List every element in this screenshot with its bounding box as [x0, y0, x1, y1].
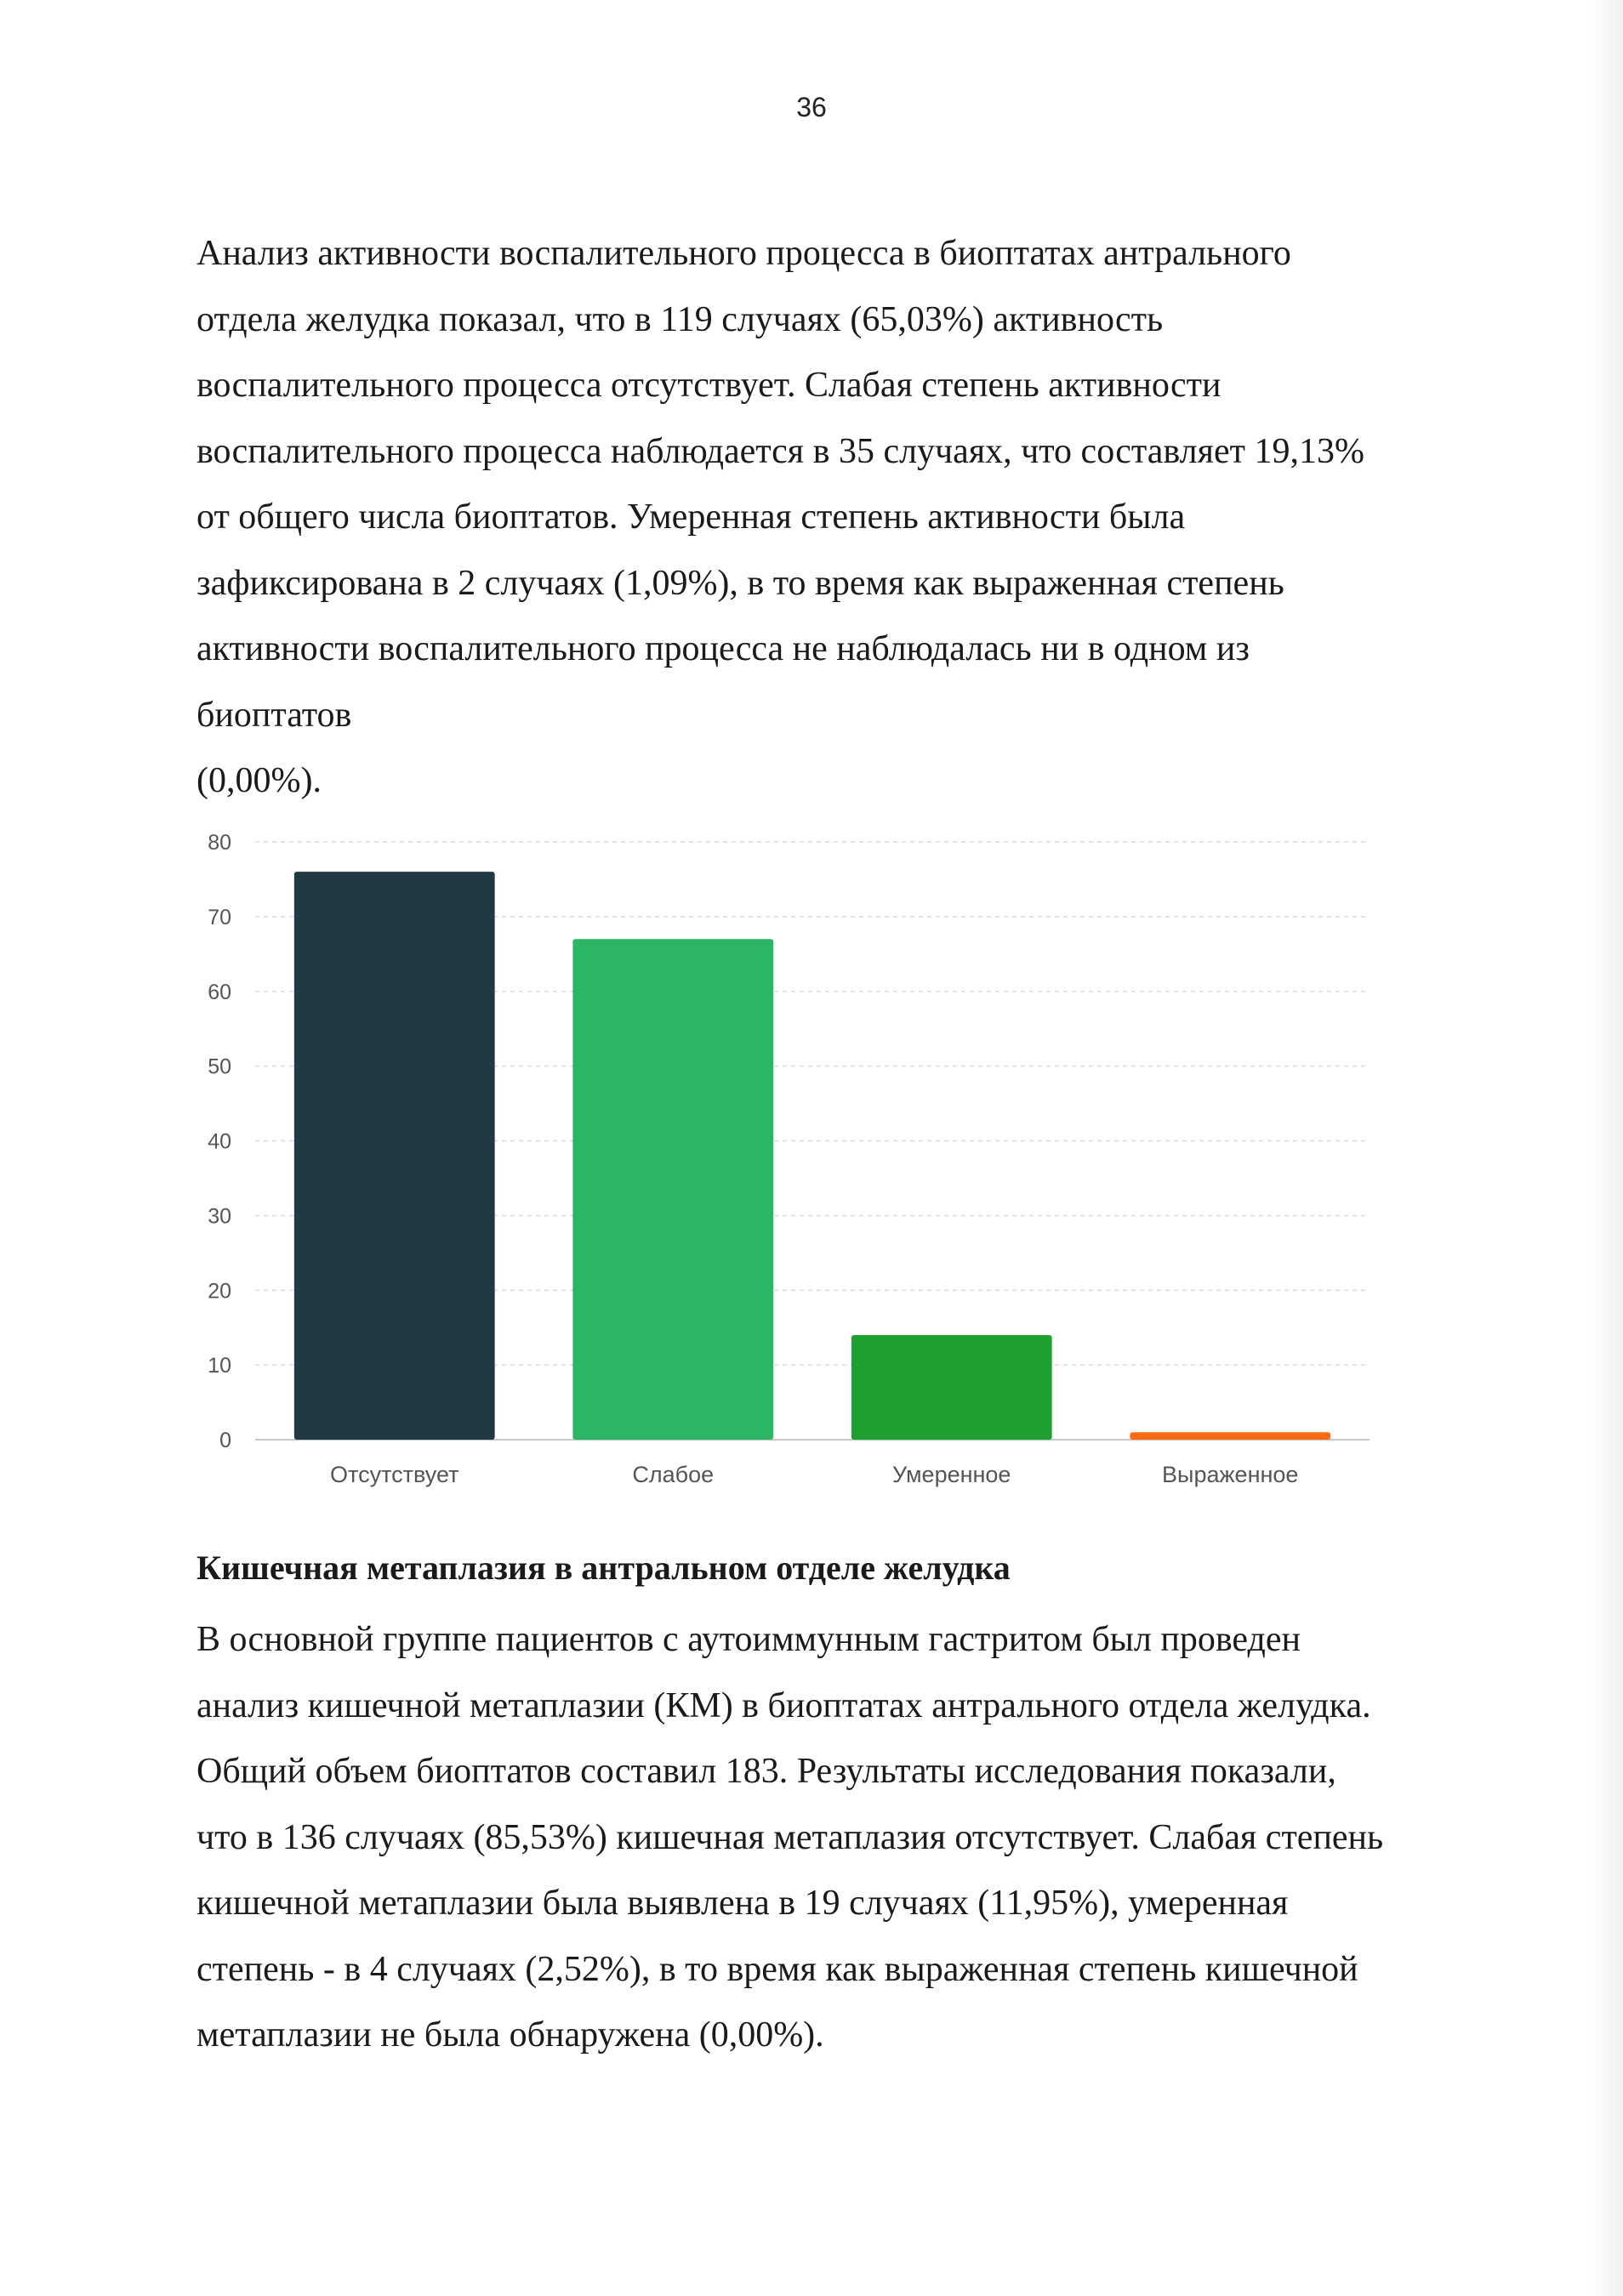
text-line: В основной группе пациентов с аутоиммунным гастритом был проведен [196, 1620, 1301, 1659]
text-line: активности воспалительного процесса не наблюдалась ни в одном из [196, 629, 1250, 668]
page-edge-shadow [1589, 0, 1623, 2296]
text-line: кишечной метаплазии была выявлена в 19 случаях (11,95%), умеренная [196, 1884, 1289, 1923]
chart-bars [294, 872, 1330, 1440]
y-tick-label: 20 [208, 1279, 231, 1304]
text-line: отдела желудка показал, что в 119 случаях (65,03%) активность [196, 299, 1164, 339]
bar [294, 872, 495, 1440]
page-number: 36 [796, 92, 827, 122]
text-line: метаплазии не была обнаружена (0,00%). [196, 2015, 824, 2054]
paragraph-intestinal-metaplasia [196, 1607, 1489, 2069]
bar [851, 1335, 1052, 1440]
text-line: от общего числа биоптатов. Умеренная степень активности была [196, 497, 1186, 537]
y-tick-label: 50 [208, 1054, 231, 1079]
x-category-label: Слабое [632, 1462, 715, 1487]
chart-y-axis [208, 831, 231, 1452]
text-line: зафиксирована в 2 случаях (1,09%), в то время как выраженная степень [196, 563, 1284, 603]
text-line: (0,00%). [196, 761, 322, 800]
y-tick-label: 70 [208, 905, 231, 929]
text-line: Анализ активности воспалительного процесса в биоптатах антрального [196, 234, 1291, 273]
text-line: биоптатов [196, 695, 352, 735]
text-line: воспалительного процесса наблюдается в 35 случаях, что составляет 19,13% [196, 431, 1364, 471]
activity-bar-chart [170, 821, 1387, 1501]
text-line: Общий объем биоптатов составил 183. Результаты исследования показали, [196, 1752, 1336, 1791]
y-tick-label: 40 [208, 1129, 231, 1154]
y-tick-label: 10 [208, 1354, 231, 1378]
y-tick-label: 60 [208, 980, 231, 1004]
bar [1130, 1432, 1330, 1440]
text-line: степень - в 4 случаях (2,52%), в то время как выраженная степень кишечной [196, 1949, 1358, 1989]
text-line: воспалительного процесса отсутствует. Слабая степень активности [196, 366, 1222, 405]
x-category-label: Умеренное [892, 1462, 1011, 1487]
bar [572, 939, 773, 1440]
chart-x-axis [330, 1462, 1298, 1487]
y-tick-label: 30 [208, 1204, 231, 1229]
y-tick-label: 0 [219, 1429, 231, 1452]
text-line: анализ кишечной метаплазии (КМ) в биоптатах антрального отдела желудка. [196, 1685, 1371, 1725]
x-category-label: Отсутствует [330, 1462, 459, 1487]
y-tick-label: 80 [208, 831, 231, 855]
text-line: что в 136 случаях (85,53%) кишечная метаплазия отсутствует. Слабая степень [196, 1817, 1384, 1857]
section-heading-intestinal-metaplasia: Кишечная метаплазия в антральном отделе желудка [196, 1549, 1011, 1587]
paragraph-inflammation-activity [196, 221, 1489, 815]
x-category-label: Выраженное [1162, 1462, 1299, 1487]
